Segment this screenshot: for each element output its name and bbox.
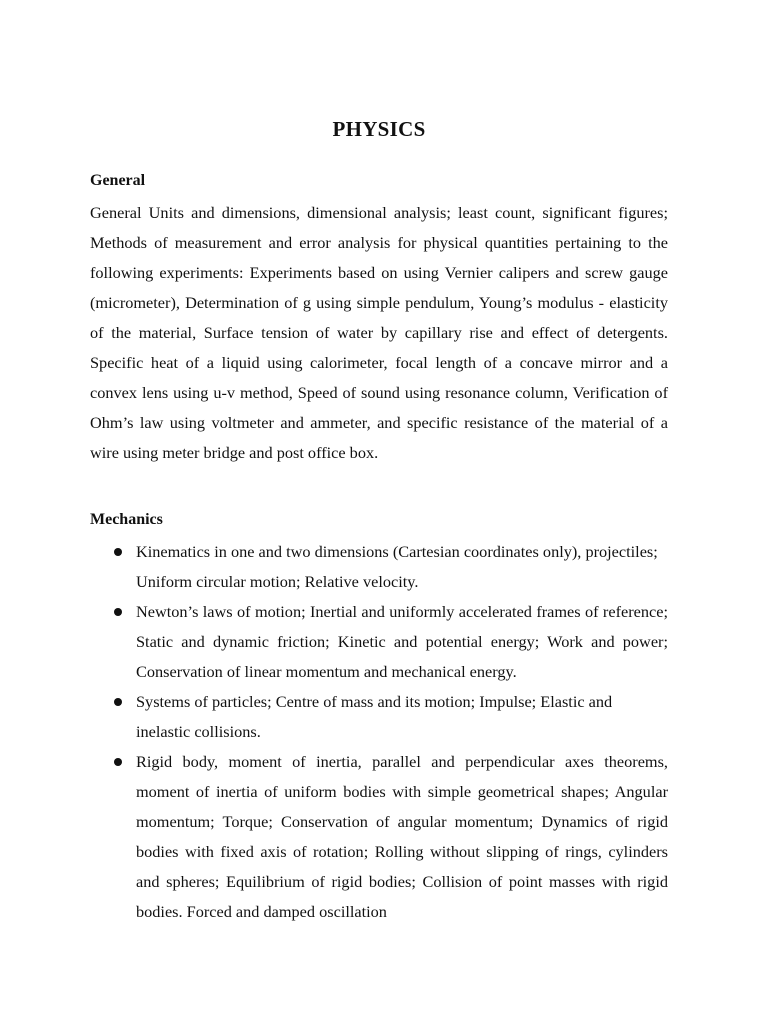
bullet-icon bbox=[114, 548, 122, 556]
bullet-icon bbox=[114, 698, 122, 706]
list-item bbox=[90, 597, 668, 687]
page-title: PHYSICS bbox=[332, 117, 426, 141]
list-item-text: Newton’s laws of motion; Inertial and uniformly accelerated frames of reference; Static and dynamic friction; Kinetic and potential energy; Work and power; Conservation of linear momentum and mechanical energy. bbox=[136, 602, 668, 681]
general-paragraph: General Units and dimensions, dimensional analysis; least count, significant figures; Methods of measurement and error analysis for physical quantities pertaining to the following experiments: Experiments based on using Vernier calipers and screw gauge (micrometer), Determination of g using simple pendulum, Young’s modulus - elasticity of the material, Surface tension of water by capillary rise and effect of detergents. Specific heat of a liquid using calorimeter, focal length of a concave mirror and a convex lens using u-v method, Speed of sound using resonance column, Verification of Ohm’s law using voltmeter and ammeter, and specific resistance of the material of a wire using meter bridge and post office box. bbox=[90, 203, 668, 462]
list-item-text: Rigid body, moment of inertia, parallel and perpendicular axes theorems, moment of inertia of uniform bodies with simple geometrical shapes; Angular momentum; Torque; Conservation of angular momentum; Dynamics of rigid bodies with fixed axis of rotation; Rolling without slipping of rings, cylinders and spheres; Equilibrium of rigid bodies; Collision of point masses with rigid bodies. Forced and damped oscillation bbox=[136, 752, 668, 921]
mechanics-topic-list bbox=[90, 537, 668, 927]
list-item bbox=[90, 747, 668, 927]
section-heading-mechanics: Mechanics bbox=[90, 511, 163, 528]
bullet-icon bbox=[114, 608, 122, 616]
list-item-text: Kinematics in one and two dimensions (Cartesian coordinates only), projectiles; Uniform circular motion; Relative velocity. bbox=[136, 542, 658, 591]
list-item bbox=[90, 687, 668, 747]
bullet-icon bbox=[114, 758, 122, 766]
list-item bbox=[90, 537, 668, 597]
section-heading-general: General bbox=[90, 172, 146, 189]
list-item-text: Systems of particles; Centre of mass and its motion; Impulse; Elastic and inelastic collisions. bbox=[136, 692, 613, 741]
